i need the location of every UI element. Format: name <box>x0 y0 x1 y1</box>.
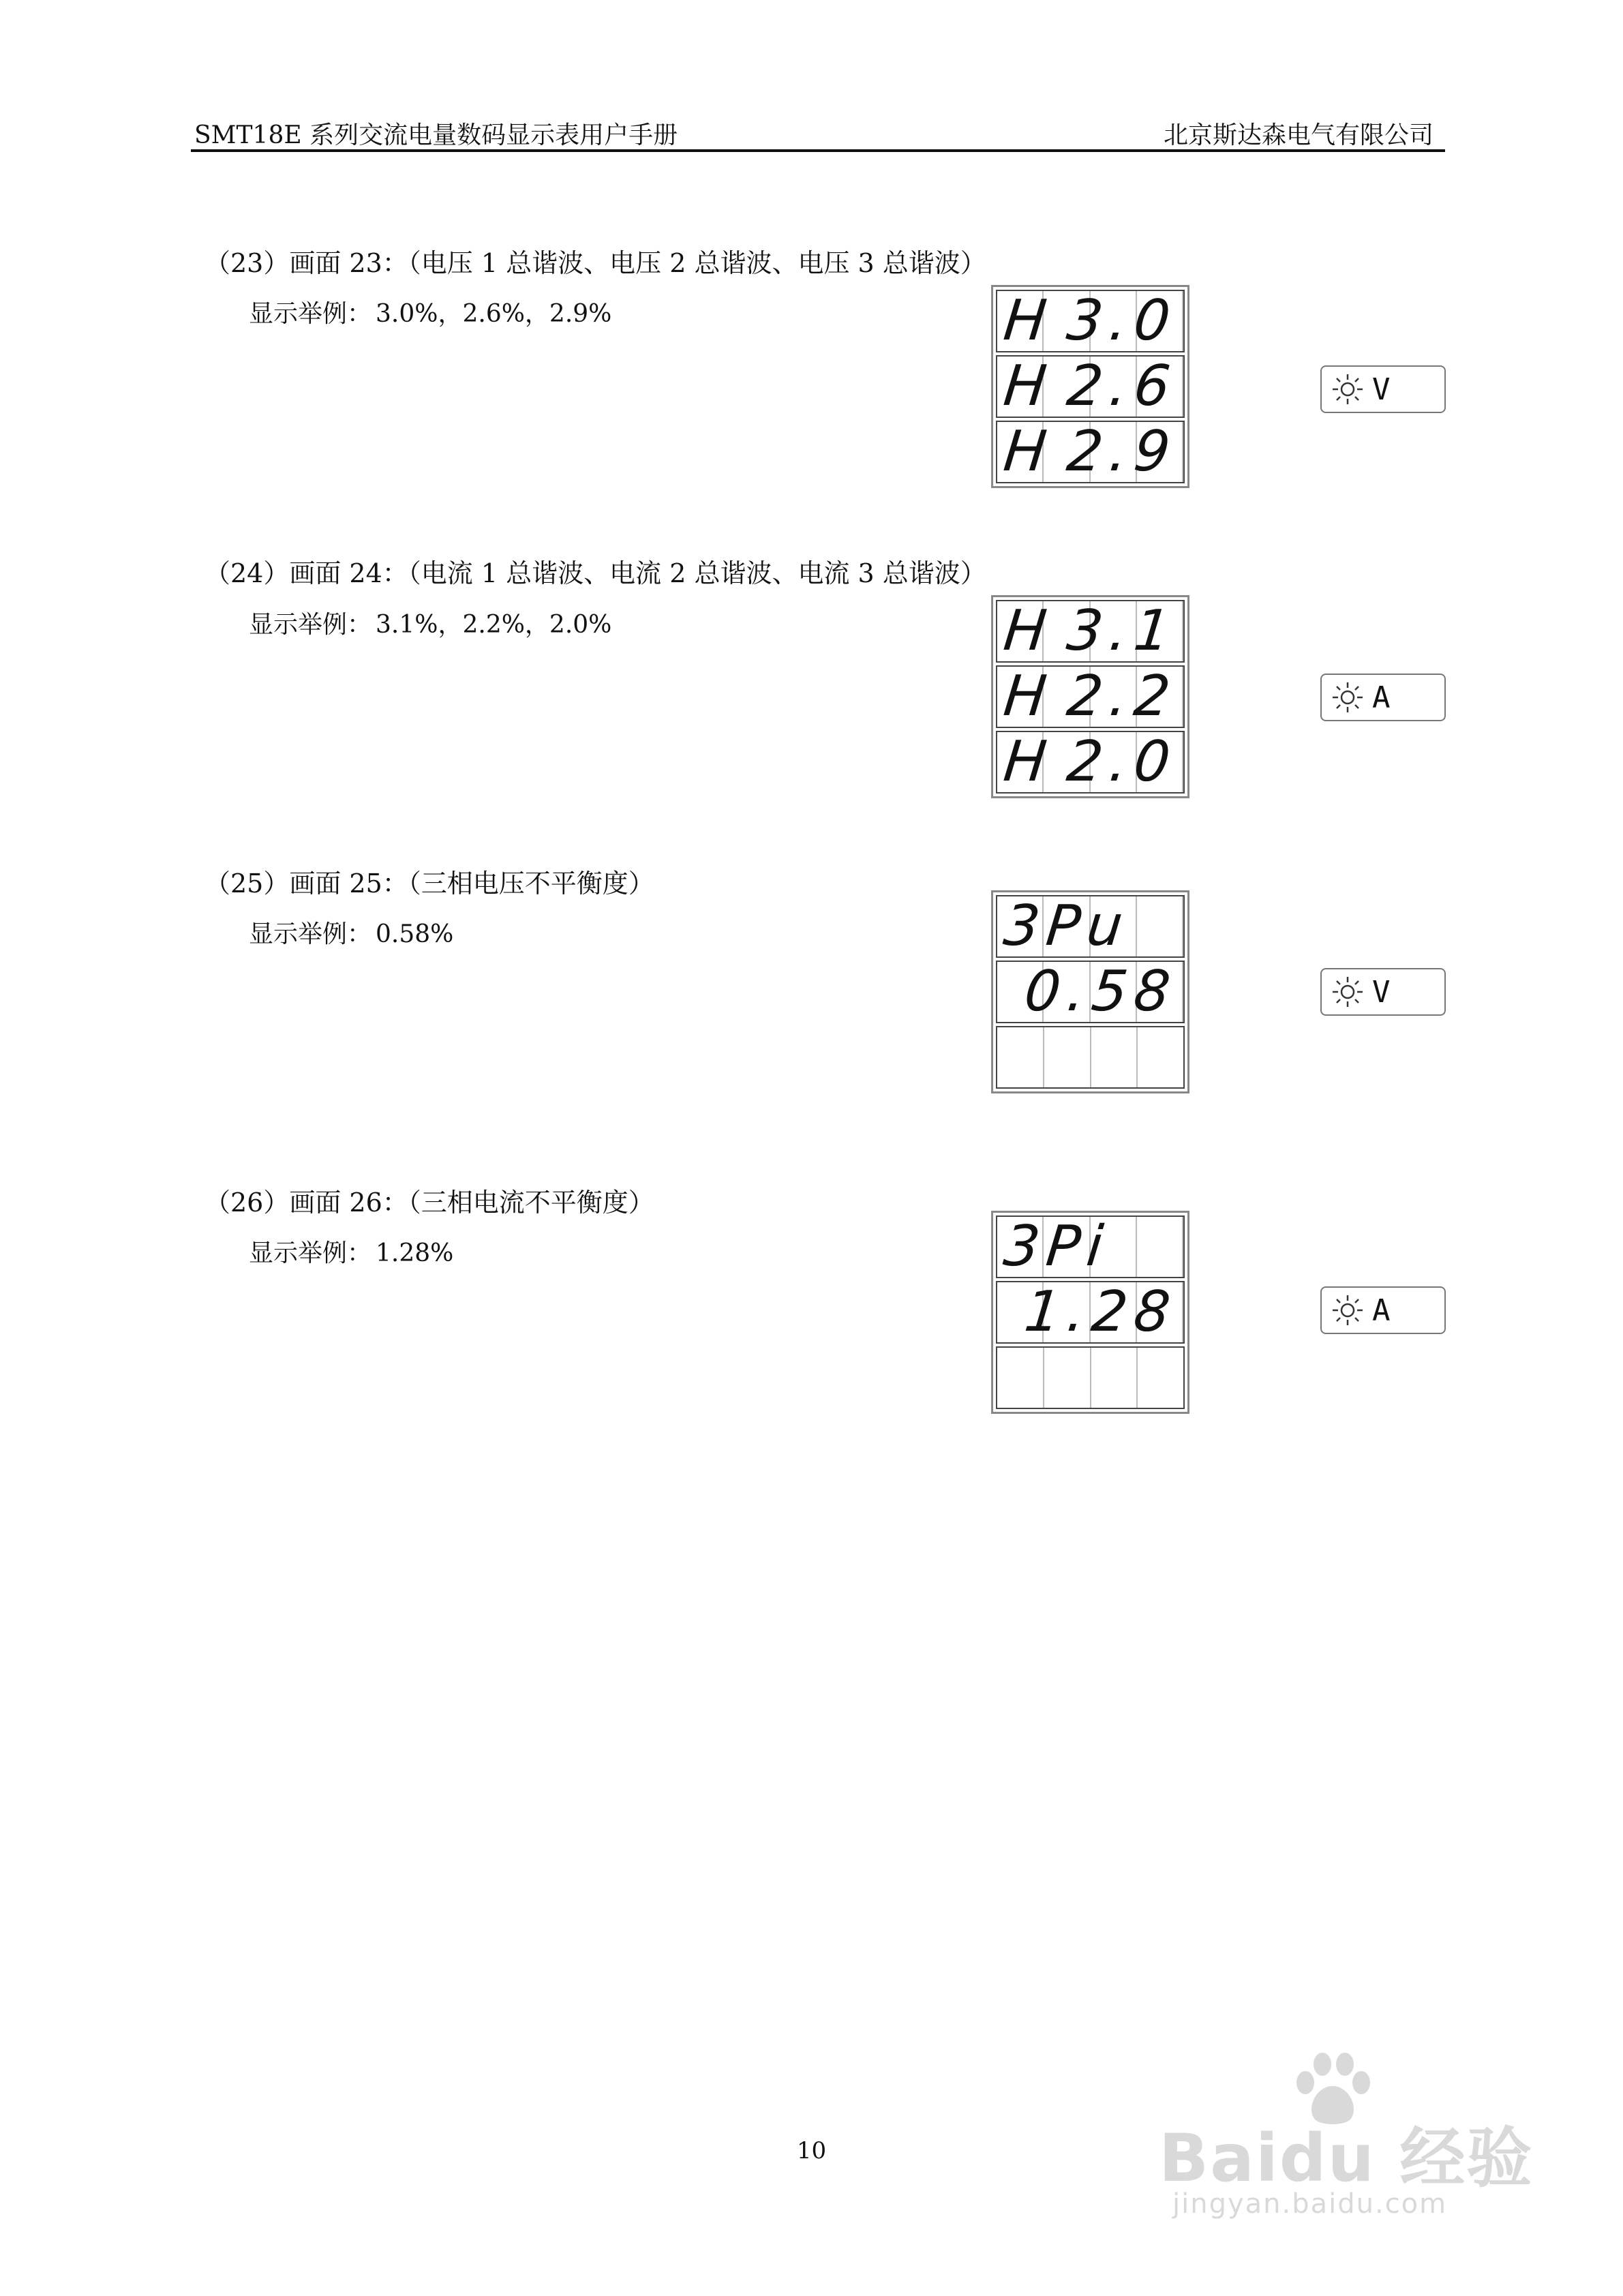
display-right-text: 0.58 <box>1021 959 1181 1024</box>
meter-display-23 <box>991 285 1189 488</box>
display-row <box>996 665 1185 728</box>
document-title: SMT18E 系列交流电量数码显示表用户手册 <box>194 121 678 149</box>
example-value: 0.58% <box>376 920 454 948</box>
display-row <box>996 1281 1185 1344</box>
unit-label: V <box>1372 372 1391 407</box>
company-name: 北京斯达森电气有限公司 <box>1163 121 1434 149</box>
display-left-text: H <box>1001 664 1057 729</box>
display-left-text: H <box>1001 354 1057 419</box>
example-label: 显示举例： <box>249 300 372 328</box>
display-row <box>996 600 1185 663</box>
sun-led-icon <box>1330 974 1365 1010</box>
example-value: 3.1%，2.2%，2.0% <box>376 611 612 639</box>
example-24 <box>249 605 611 640</box>
unit-label: A <box>1372 1293 1391 1328</box>
display-row-blank <box>996 1026 1185 1089</box>
display-row <box>996 1215 1185 1278</box>
display-right-text: 3.1 <box>1063 599 1181 663</box>
display-row <box>996 895 1185 958</box>
display-row-blank <box>996 1346 1185 1409</box>
section-title-24: （24）画面 24：（电流 1 总谐波、电流 2 总谐波、电流 3 总谐波） <box>204 558 986 588</box>
page-number: 10 <box>796 2137 827 2164</box>
unit-indicator-24 <box>1320 674 1446 721</box>
header-divider <box>191 149 1445 152</box>
baidu-watermark <box>1159 2052 1541 2222</box>
unit-indicator-26 <box>1320 1286 1446 1334</box>
display-right-text: 2.6 <box>1063 354 1181 419</box>
unit-indicator-25 <box>1320 968 1446 1016</box>
display-row <box>996 421 1185 483</box>
display-left-text: H <box>1001 419 1057 484</box>
display-row <box>996 731 1185 794</box>
display-right-text: 2.9 <box>1063 419 1181 484</box>
display-left-text: 3Pu <box>1001 894 1133 958</box>
section-title-23: （23）画面 23：（电压 1 总谐波、电压 2 总谐波、电压 3 总谐波） <box>204 248 986 278</box>
example-value: 1.28% <box>376 1239 454 1267</box>
display-left-text: 3Pi <box>1001 1214 1113 1279</box>
display-left-text: H <box>1001 729 1057 794</box>
example-value: 3.0%，2.6%，2.9% <box>376 300 612 328</box>
display-left-text: H <box>1001 288 1057 353</box>
example-25 <box>249 915 453 950</box>
display-right-text: 1.28 <box>1021 1280 1181 1344</box>
watermark-url: jingyan.baidu.com <box>1172 2188 1448 2220</box>
sun-led-icon <box>1330 680 1365 715</box>
meter-display-25 <box>991 890 1189 1093</box>
sun-led-icon <box>1330 372 1365 407</box>
meter-display-24 <box>991 595 1189 798</box>
watermark-brand: Baidu 经验 <box>1159 2120 1534 2196</box>
example-label: 显示举例： <box>249 920 372 948</box>
meter-display-26 <box>991 1211 1189 1414</box>
example-label: 显示举例： <box>249 611 372 639</box>
unit-label: V <box>1372 974 1391 1010</box>
display-row <box>996 290 1185 352</box>
unit-indicator-23 <box>1320 365 1446 413</box>
example-label: 显示举例： <box>249 1239 372 1267</box>
section-title-25: （25）画面 25：（三相电压不平衡度） <box>204 868 654 898</box>
display-left-text: H <box>1001 599 1057 663</box>
example-26 <box>249 1234 453 1269</box>
section-title-26: （26）画面 26：（三相电流不平衡度） <box>204 1188 654 1218</box>
display-right-text: 2.0 <box>1063 729 1181 794</box>
display-right-text: 2.2 <box>1063 664 1181 729</box>
unit-label: A <box>1372 680 1391 715</box>
display-row <box>996 355 1185 418</box>
display-right-text: 3.0 <box>1063 288 1181 353</box>
display-row <box>996 961 1185 1023</box>
sun-led-icon <box>1330 1293 1365 1328</box>
example-23 <box>249 294 611 329</box>
